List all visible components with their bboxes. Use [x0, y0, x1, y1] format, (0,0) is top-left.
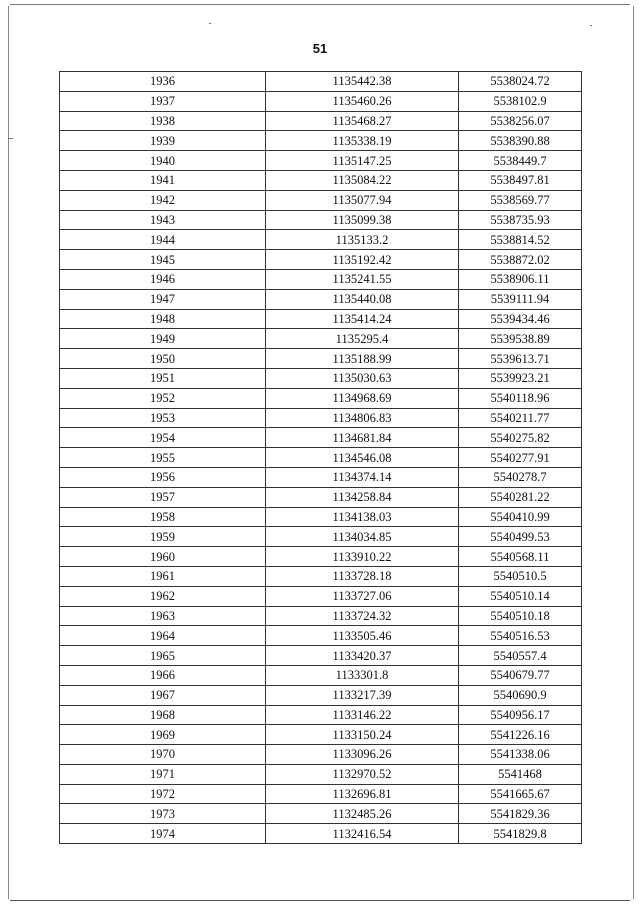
table-row: [60, 111, 582, 131]
x-coordinate-cell: 1132416.54: [266, 824, 459, 844]
point-number-cell: 1966: [60, 665, 266, 685]
table-row: [60, 131, 582, 151]
x-coordinate-cell: 1133301.8: [266, 665, 459, 685]
point-number-cell: 1956: [60, 467, 266, 487]
x-coordinate-cell: 1135077.94: [266, 190, 459, 210]
x-coordinate-cell: 1134034.85: [266, 527, 459, 547]
point-number-cell: 1942: [60, 190, 266, 210]
table-row: [60, 309, 582, 329]
table-row: [60, 91, 582, 111]
point-number-cell: 1946: [60, 269, 266, 289]
x-coordinate-cell: 1132696.81: [266, 784, 459, 804]
point-number-cell: 1973: [60, 804, 266, 824]
y-coordinate-cell: 5539923.21: [459, 368, 582, 388]
point-number-cell: 1936: [60, 72, 266, 92]
y-coordinate-cell: 5540690.9: [459, 685, 582, 705]
y-coordinate-cell: 5540278.7: [459, 467, 582, 487]
table-row: [60, 170, 582, 190]
point-number-cell: 1953: [60, 408, 266, 428]
x-coordinate-cell: 1135147.25: [266, 151, 459, 171]
point-number-cell: 1969: [60, 725, 266, 745]
table-row: [60, 210, 582, 230]
x-coordinate-cell: 1133910.22: [266, 547, 459, 567]
y-coordinate-cell: 5540410.99: [459, 507, 582, 527]
table-row: [60, 72, 582, 92]
y-coordinate-cell: 5540679.77: [459, 665, 582, 685]
table-row: [60, 725, 582, 745]
x-coordinate-cell: 1133150.24: [266, 725, 459, 745]
y-coordinate-cell: 5540510.14: [459, 586, 582, 606]
table-row: [60, 665, 582, 685]
table-row: [60, 606, 582, 626]
point-number-cell: 1948: [60, 309, 266, 329]
point-number-cell: 1971: [60, 764, 266, 784]
x-coordinate-cell: 1134968.69: [266, 388, 459, 408]
y-coordinate-cell: 5538814.52: [459, 230, 582, 250]
x-coordinate-cell: 1135460.26: [266, 91, 459, 111]
table-row: [60, 566, 582, 586]
x-coordinate-cell: 1135295.4: [266, 329, 459, 349]
table-row: [60, 824, 582, 844]
x-coordinate-cell: 1134546.08: [266, 448, 459, 468]
table-row: [60, 151, 582, 171]
x-coordinate-cell: 1135192.42: [266, 250, 459, 270]
y-coordinate-cell: 5541829.8: [459, 824, 582, 844]
table-row: [60, 250, 582, 270]
y-coordinate-cell: 5538102.9: [459, 91, 582, 111]
y-coordinate-cell: 5540557.4: [459, 646, 582, 666]
y-coordinate-cell: 5540281.22: [459, 487, 582, 507]
table-row: [60, 448, 582, 468]
table-row: [60, 507, 582, 527]
y-coordinate-cell: 5541338.06: [459, 745, 582, 765]
x-coordinate-cell: 1135099.38: [266, 210, 459, 230]
x-coordinate-cell: 1134258.84: [266, 487, 459, 507]
coordinates-table-container: [59, 71, 581, 844]
point-number-cell: 1945: [60, 250, 266, 270]
y-coordinate-cell: 5540956.17: [459, 705, 582, 725]
x-coordinate-cell: 1133146.22: [266, 705, 459, 725]
point-number-cell: 1937: [60, 91, 266, 111]
table-row: [60, 408, 582, 428]
table-row: [60, 626, 582, 646]
y-coordinate-cell: 5538906.11: [459, 269, 582, 289]
point-number-cell: 1961: [60, 566, 266, 586]
page-border-right: [633, 6, 634, 899]
point-number-cell: 1941: [60, 170, 266, 190]
x-coordinate-cell: 1135468.27: [266, 111, 459, 131]
y-coordinate-cell: 5541468: [459, 764, 582, 784]
y-coordinate-cell: 5538449.7: [459, 151, 582, 171]
y-coordinate-cell: 5539613.71: [459, 349, 582, 369]
table-row: [60, 230, 582, 250]
y-coordinate-cell: 5541226.16: [459, 725, 582, 745]
x-coordinate-cell: 1135188.99: [266, 349, 459, 369]
point-number-cell: 1968: [60, 705, 266, 725]
coordinates-table: [59, 71, 582, 844]
y-coordinate-cell: 5541829.36: [459, 804, 582, 824]
y-coordinate-cell: 5538735.93: [459, 210, 582, 230]
table-row: [60, 289, 582, 309]
table-row: [60, 745, 582, 765]
x-coordinate-cell: 1132485.26: [266, 804, 459, 824]
y-coordinate-cell: 5539111.94: [459, 289, 582, 309]
point-number-cell: 1952: [60, 388, 266, 408]
x-coordinate-cell: 1135414.24: [266, 309, 459, 329]
point-number-cell: 1951: [60, 368, 266, 388]
table-row: [60, 685, 582, 705]
point-number-cell: 1939: [60, 131, 266, 151]
coordinates-table-body: [60, 72, 582, 844]
page-border-top: [10, 4, 630, 5]
point-number-cell: 1944: [60, 230, 266, 250]
table-row: [60, 368, 582, 388]
y-coordinate-cell: 5541665.67: [459, 784, 582, 804]
point-number-cell: 1974: [60, 824, 266, 844]
x-coordinate-cell: 1133217.39: [266, 685, 459, 705]
table-row: [60, 547, 582, 567]
point-number-cell: 1954: [60, 428, 266, 448]
point-number-cell: 1970: [60, 745, 266, 765]
point-number-cell: 1962: [60, 586, 266, 606]
table-row: [60, 467, 582, 487]
y-coordinate-cell: 5538872.02: [459, 250, 582, 270]
page-border-left: [8, 6, 9, 899]
x-coordinate-cell: 1134374.14: [266, 467, 459, 487]
y-coordinate-cell: 5539434.46: [459, 309, 582, 329]
point-number-cell: 1959: [60, 527, 266, 547]
point-number-cell: 1940: [60, 151, 266, 171]
table-row: [60, 329, 582, 349]
x-coordinate-cell: 1133727.06: [266, 586, 459, 606]
table-row: [60, 586, 582, 606]
y-coordinate-cell: 5538569.77: [459, 190, 582, 210]
y-coordinate-cell: 5538024.72: [459, 72, 582, 92]
point-number-cell: 1967: [60, 685, 266, 705]
x-coordinate-cell: 1133096.26: [266, 745, 459, 765]
y-coordinate-cell: 5540516.53: [459, 626, 582, 646]
point-number-cell: 1955: [60, 448, 266, 468]
x-coordinate-cell: 1135442.38: [266, 72, 459, 92]
x-coordinate-cell: 1133724.32: [266, 606, 459, 626]
y-coordinate-cell: 5540510.5: [459, 566, 582, 586]
point-number-cell: 1957: [60, 487, 266, 507]
table-row: [60, 349, 582, 369]
x-coordinate-cell: 1135133.2: [266, 230, 459, 250]
point-number-cell: 1947: [60, 289, 266, 309]
y-coordinate-cell: 5540275.82: [459, 428, 582, 448]
y-coordinate-cell: 5538497.81: [459, 170, 582, 190]
y-coordinate-cell: 5538256.07: [459, 111, 582, 131]
x-coordinate-cell: 1133728.18: [266, 566, 459, 586]
x-coordinate-cell: 1135084.22: [266, 170, 459, 190]
point-number-cell: 1943: [60, 210, 266, 230]
table-row: [60, 705, 582, 725]
table-row: [60, 388, 582, 408]
point-number-cell: 1965: [60, 646, 266, 666]
y-coordinate-cell: 5540499.53: [459, 527, 582, 547]
table-row: [60, 487, 582, 507]
x-coordinate-cell: 1132970.52: [266, 764, 459, 784]
table-row: [60, 269, 582, 289]
x-coordinate-cell: 1134806.83: [266, 408, 459, 428]
table-row: [60, 784, 582, 804]
x-coordinate-cell: 1135338.19: [266, 131, 459, 151]
table-row: [60, 764, 582, 784]
x-coordinate-cell: 1135030.63: [266, 368, 459, 388]
scan-speck: [8, 138, 13, 139]
x-coordinate-cell: 1135440.08: [266, 289, 459, 309]
y-coordinate-cell: 5540211.77: [459, 408, 582, 428]
x-coordinate-cell: 1133420.37: [266, 646, 459, 666]
y-coordinate-cell: 5540510.18: [459, 606, 582, 626]
x-coordinate-cell: 1134138.03: [266, 507, 459, 527]
table-row: [60, 190, 582, 210]
point-number-cell: 1964: [60, 626, 266, 646]
point-number-cell: 1958: [60, 507, 266, 527]
y-coordinate-cell: 5540277.91: [459, 448, 582, 468]
scan-speck: [209, 23, 211, 24]
y-coordinate-cell: 5540568.11: [459, 547, 582, 567]
table-row: [60, 646, 582, 666]
table-row: [60, 804, 582, 824]
point-number-cell: 1963: [60, 606, 266, 626]
page-border-bottom: [10, 900, 630, 901]
x-coordinate-cell: 1133505.46: [266, 626, 459, 646]
table-row: [60, 527, 582, 547]
y-coordinate-cell: 5540118.96: [459, 388, 582, 408]
page-number: 51: [312, 41, 328, 56]
y-coordinate-cell: 5539538.89: [459, 329, 582, 349]
point-number-cell: 1950: [60, 349, 266, 369]
scan-speck: [590, 25, 592, 26]
x-coordinate-cell: 1135241.55: [266, 269, 459, 289]
point-number-cell: 1972: [60, 784, 266, 804]
x-coordinate-cell: 1134681.84: [266, 428, 459, 448]
point-number-cell: 1938: [60, 111, 266, 131]
y-coordinate-cell: 5538390.88: [459, 131, 582, 151]
table-row: [60, 428, 582, 448]
point-number-cell: 1960: [60, 547, 266, 567]
point-number-cell: 1949: [60, 329, 266, 349]
